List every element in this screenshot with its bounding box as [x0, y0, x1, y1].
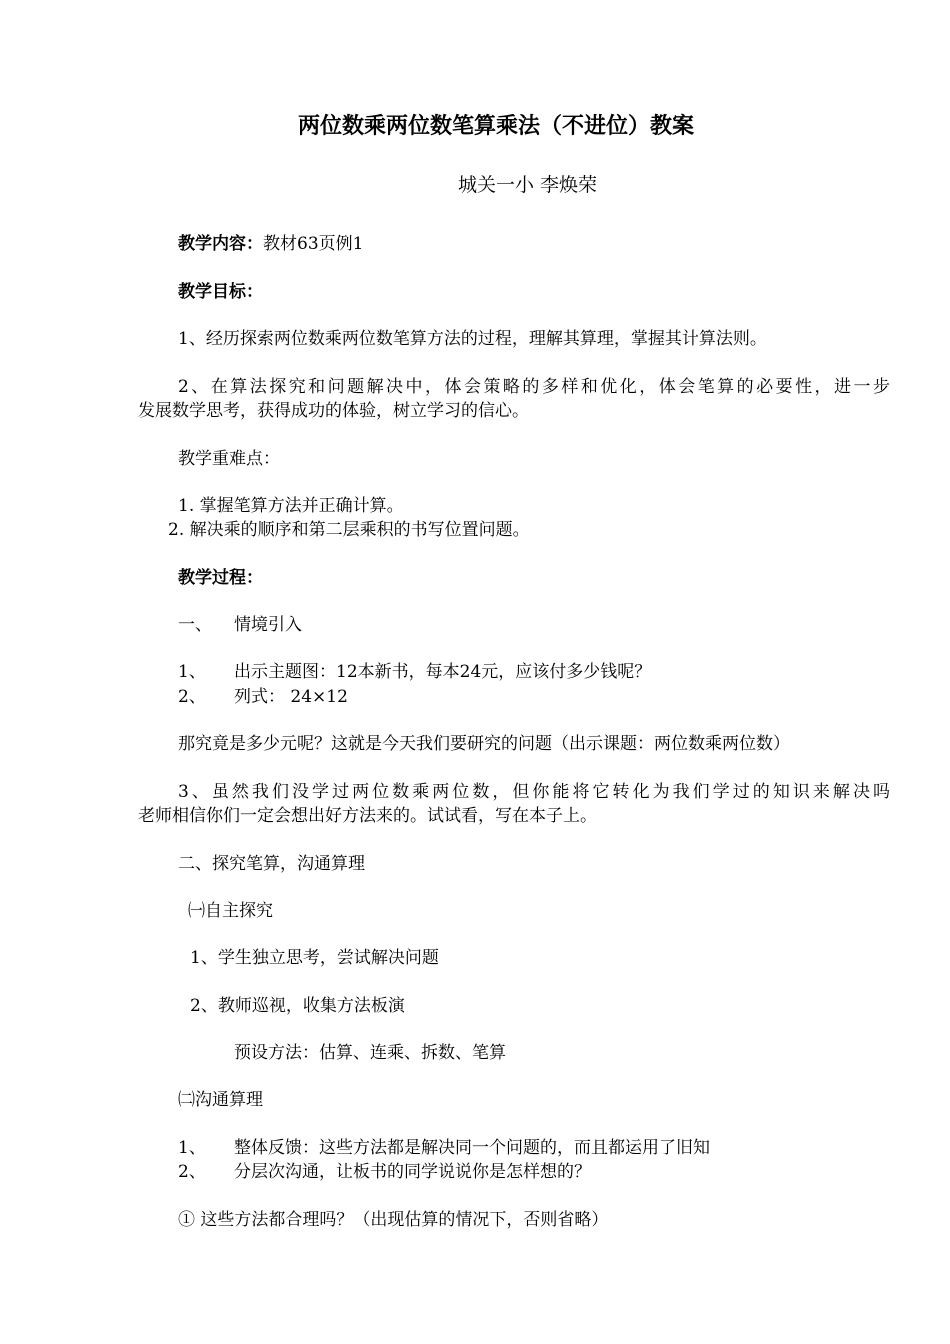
item-3-line-2: 老师相信你们一定会想出好方法来的。试试看，写在本子上。 [138, 806, 597, 826]
keypoint-1: 1. 掌握笔算方法并正确计算。 [178, 496, 404, 516]
item-3-line-1: 3、虽然我们没学过两位数乘两位数，但你能将它转化为我们学过的知识来解决吗 [178, 782, 890, 802]
section-1-item-1 [178, 661, 651, 683]
item-number: 1、 [178, 662, 206, 682]
subsection-2: ㈡沟通算理 [178, 1090, 263, 1110]
item-text: 列式： 24×12 [234, 687, 348, 707]
section-1 [178, 614, 302, 636]
subsection-2-item-2 [178, 1161, 591, 1183]
section-1-text: 情境引入 [234, 615, 302, 635]
preset-methods: 预设方法：估算、连乘、拆数、笔算 [234, 1043, 506, 1063]
item-number: 2、 [178, 687, 206, 707]
item-number: 2、 [178, 1162, 206, 1182]
subsection-2-item-1 [178, 1137, 710, 1159]
item-text: 整体反馈：这些方法都是解决同一个问题的，而且都运用了旧知 [234, 1138, 710, 1158]
question-line: 那究竟是多少元呢？这就是今天我们要研究的问题（出示课题：两位数乘两位数） [178, 734, 790, 754]
subsection-1-item-1: 1、学生独立思考，尝试解决问题 [190, 948, 439, 968]
author-line: 城关一小 李焕荣 [458, 174, 598, 196]
goals-heading: 教学目标： [178, 282, 263, 302]
content-label: 教学内容： [178, 234, 263, 254]
keypoint-2: 2. 解决乘的顺序和第二层乘积的书写位置问题。 [168, 520, 530, 540]
goal-2-line-2: 发展数学思考，获得成功的体验，树立学习的信心。 [138, 401, 529, 421]
document-title: 两位数乘两位数笔算乘法（不进位）教案 [298, 113, 695, 139]
circled-item-1: ① 这些方法都合理吗？（出现估算的情况下，否则省略） [178, 1210, 609, 1230]
section-2: 二、探究笔算，沟通算理 [178, 854, 365, 874]
content-line [178, 233, 363, 255]
goal-2-line-1: 2、在算法探究和问题解决中，体会策略的多样和优化，体会笔算的必要性，进一步 [178, 377, 890, 397]
item-number: 1、 [178, 1138, 206, 1158]
section-1-item-2 [178, 686, 348, 708]
keypoints-heading: 教学重难点： [178, 449, 280, 469]
process-heading: 教学过程： [178, 568, 263, 588]
content-value: 教材63页例1 [263, 234, 364, 254]
section-1-number: 一、 [178, 615, 212, 635]
subsection-1-item-2: 2、教师巡视，收集方法板演 [190, 996, 405, 1016]
item-text: 分层次沟通，让板书的同学说说你是怎样想的？ [234, 1162, 591, 1182]
subsection-1: ㈠自主探究 [188, 901, 273, 921]
goal-1: 1、经历探索两位数乘两位数笔算方法的过程，理解其算理，掌握其计算法则。 [178, 329, 767, 349]
item-text: 出示主题图：12本新书，每本24元，应该付多少钱呢？ [234, 662, 652, 682]
